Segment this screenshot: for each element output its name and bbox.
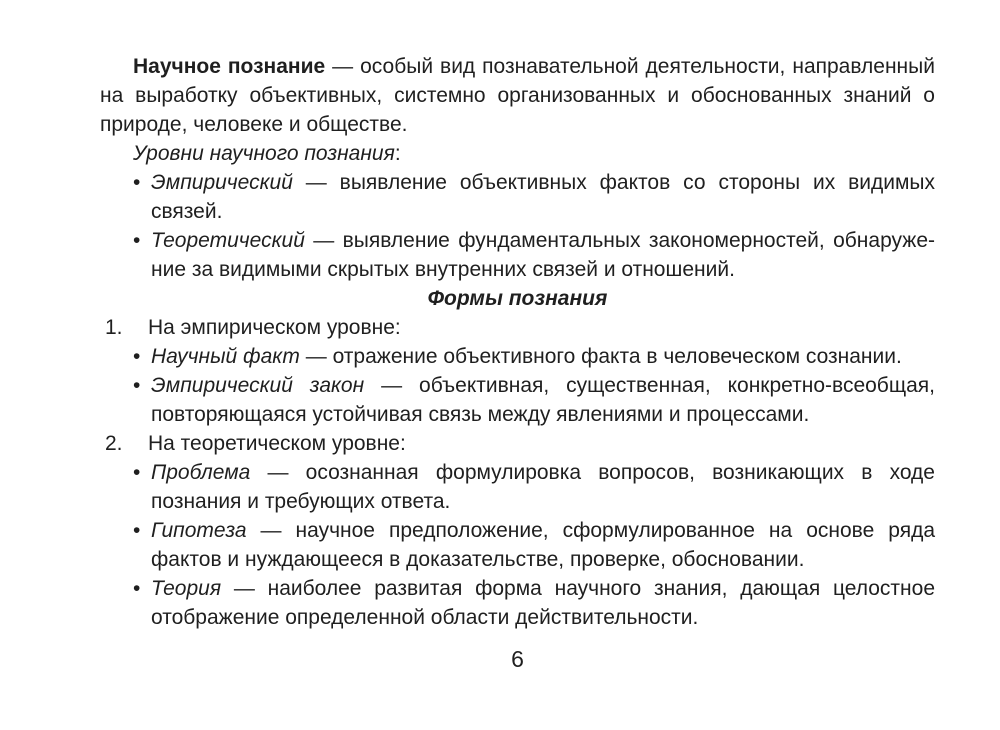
definition-text: — выявление объективных фактов со стороны их видимых связей.: [151, 171, 935, 223]
definition-text: — выявление фундаментальных закономерностей, обнаружение за видимыми скрытых внутренних связей и отношений.: [151, 229, 935, 281]
list-item-empirical-level: [100, 168, 935, 226]
bullet-icon: •: [133, 577, 141, 600]
term-label: Научный факт: [151, 345, 300, 368]
bullet-icon: •: [133, 171, 141, 194]
item-number: 1.: [105, 316, 123, 339]
item-number: 2.: [105, 432, 123, 455]
intro-definition: — особый вид познавательной деятельности, направленный на выработку объективных, системно организованных и обоснованных знаний о природе, человеке и обществе.: [100, 55, 935, 136]
page-number: 6: [511, 646, 524, 672]
bullet-icon: •: [133, 229, 141, 252]
levels-heading: [100, 139, 935, 168]
intro-term: Научное познание: [133, 55, 326, 78]
bullet-icon: •: [133, 345, 141, 368]
list-item-scientific-fact: [100, 342, 935, 371]
bullet-icon: •: [133, 374, 141, 397]
levels-heading-text: Уровни научного познания: [133, 142, 395, 165]
list-item-theory: [100, 574, 935, 632]
definition-text: — осознанная формулировка вопросов, возникающих в ходе познания и требующих ответа.: [151, 461, 935, 513]
numbered-item-label: На теоретическом уровне:: [148, 432, 406, 455]
definition-text: — научное предположение, сформулированное на основе ряда фактов и нуждающееся в доказательстве, проверке, обосновании.: [151, 519, 935, 571]
intro-paragraph: [100, 52, 935, 139]
term-label: Проблема: [151, 461, 251, 484]
definition-text: — наиболее развитая форма научного знания, дающая целостное отображение определенной области действительности.: [151, 577, 935, 629]
term-label: Эмпирический закон: [151, 374, 365, 397]
numbered-item-label: На эмпирическом уровне:: [148, 316, 401, 339]
list-item-problem: [100, 458, 935, 516]
term-label: Теория: [151, 577, 222, 600]
numbered-item-2: [100, 429, 935, 458]
list-item-theoretical-level: [100, 226, 935, 284]
term-label: Эмпирический: [151, 171, 293, 194]
bullet-icon: •: [133, 519, 141, 542]
definition-text: — отражение объективного факта в человеческом сознании.: [299, 345, 902, 368]
list-item-empirical-law: [100, 371, 935, 429]
page-text-block: [100, 52, 935, 632]
numbered-item-1: [100, 313, 935, 342]
term-label: Теоретический: [151, 229, 305, 252]
list-item-hypothesis: [100, 516, 935, 574]
bullet-icon: •: [133, 461, 141, 484]
levels-heading-colon: :: [394, 142, 401, 165]
term-label: Гипотеза: [151, 519, 247, 542]
definition-text: — объективная, существенная, конкретно-всеобщая, повторяющаяся устойчивая связь между явлениями и процессами.: [151, 374, 935, 426]
forms-heading: Формы познания: [427, 287, 608, 310]
